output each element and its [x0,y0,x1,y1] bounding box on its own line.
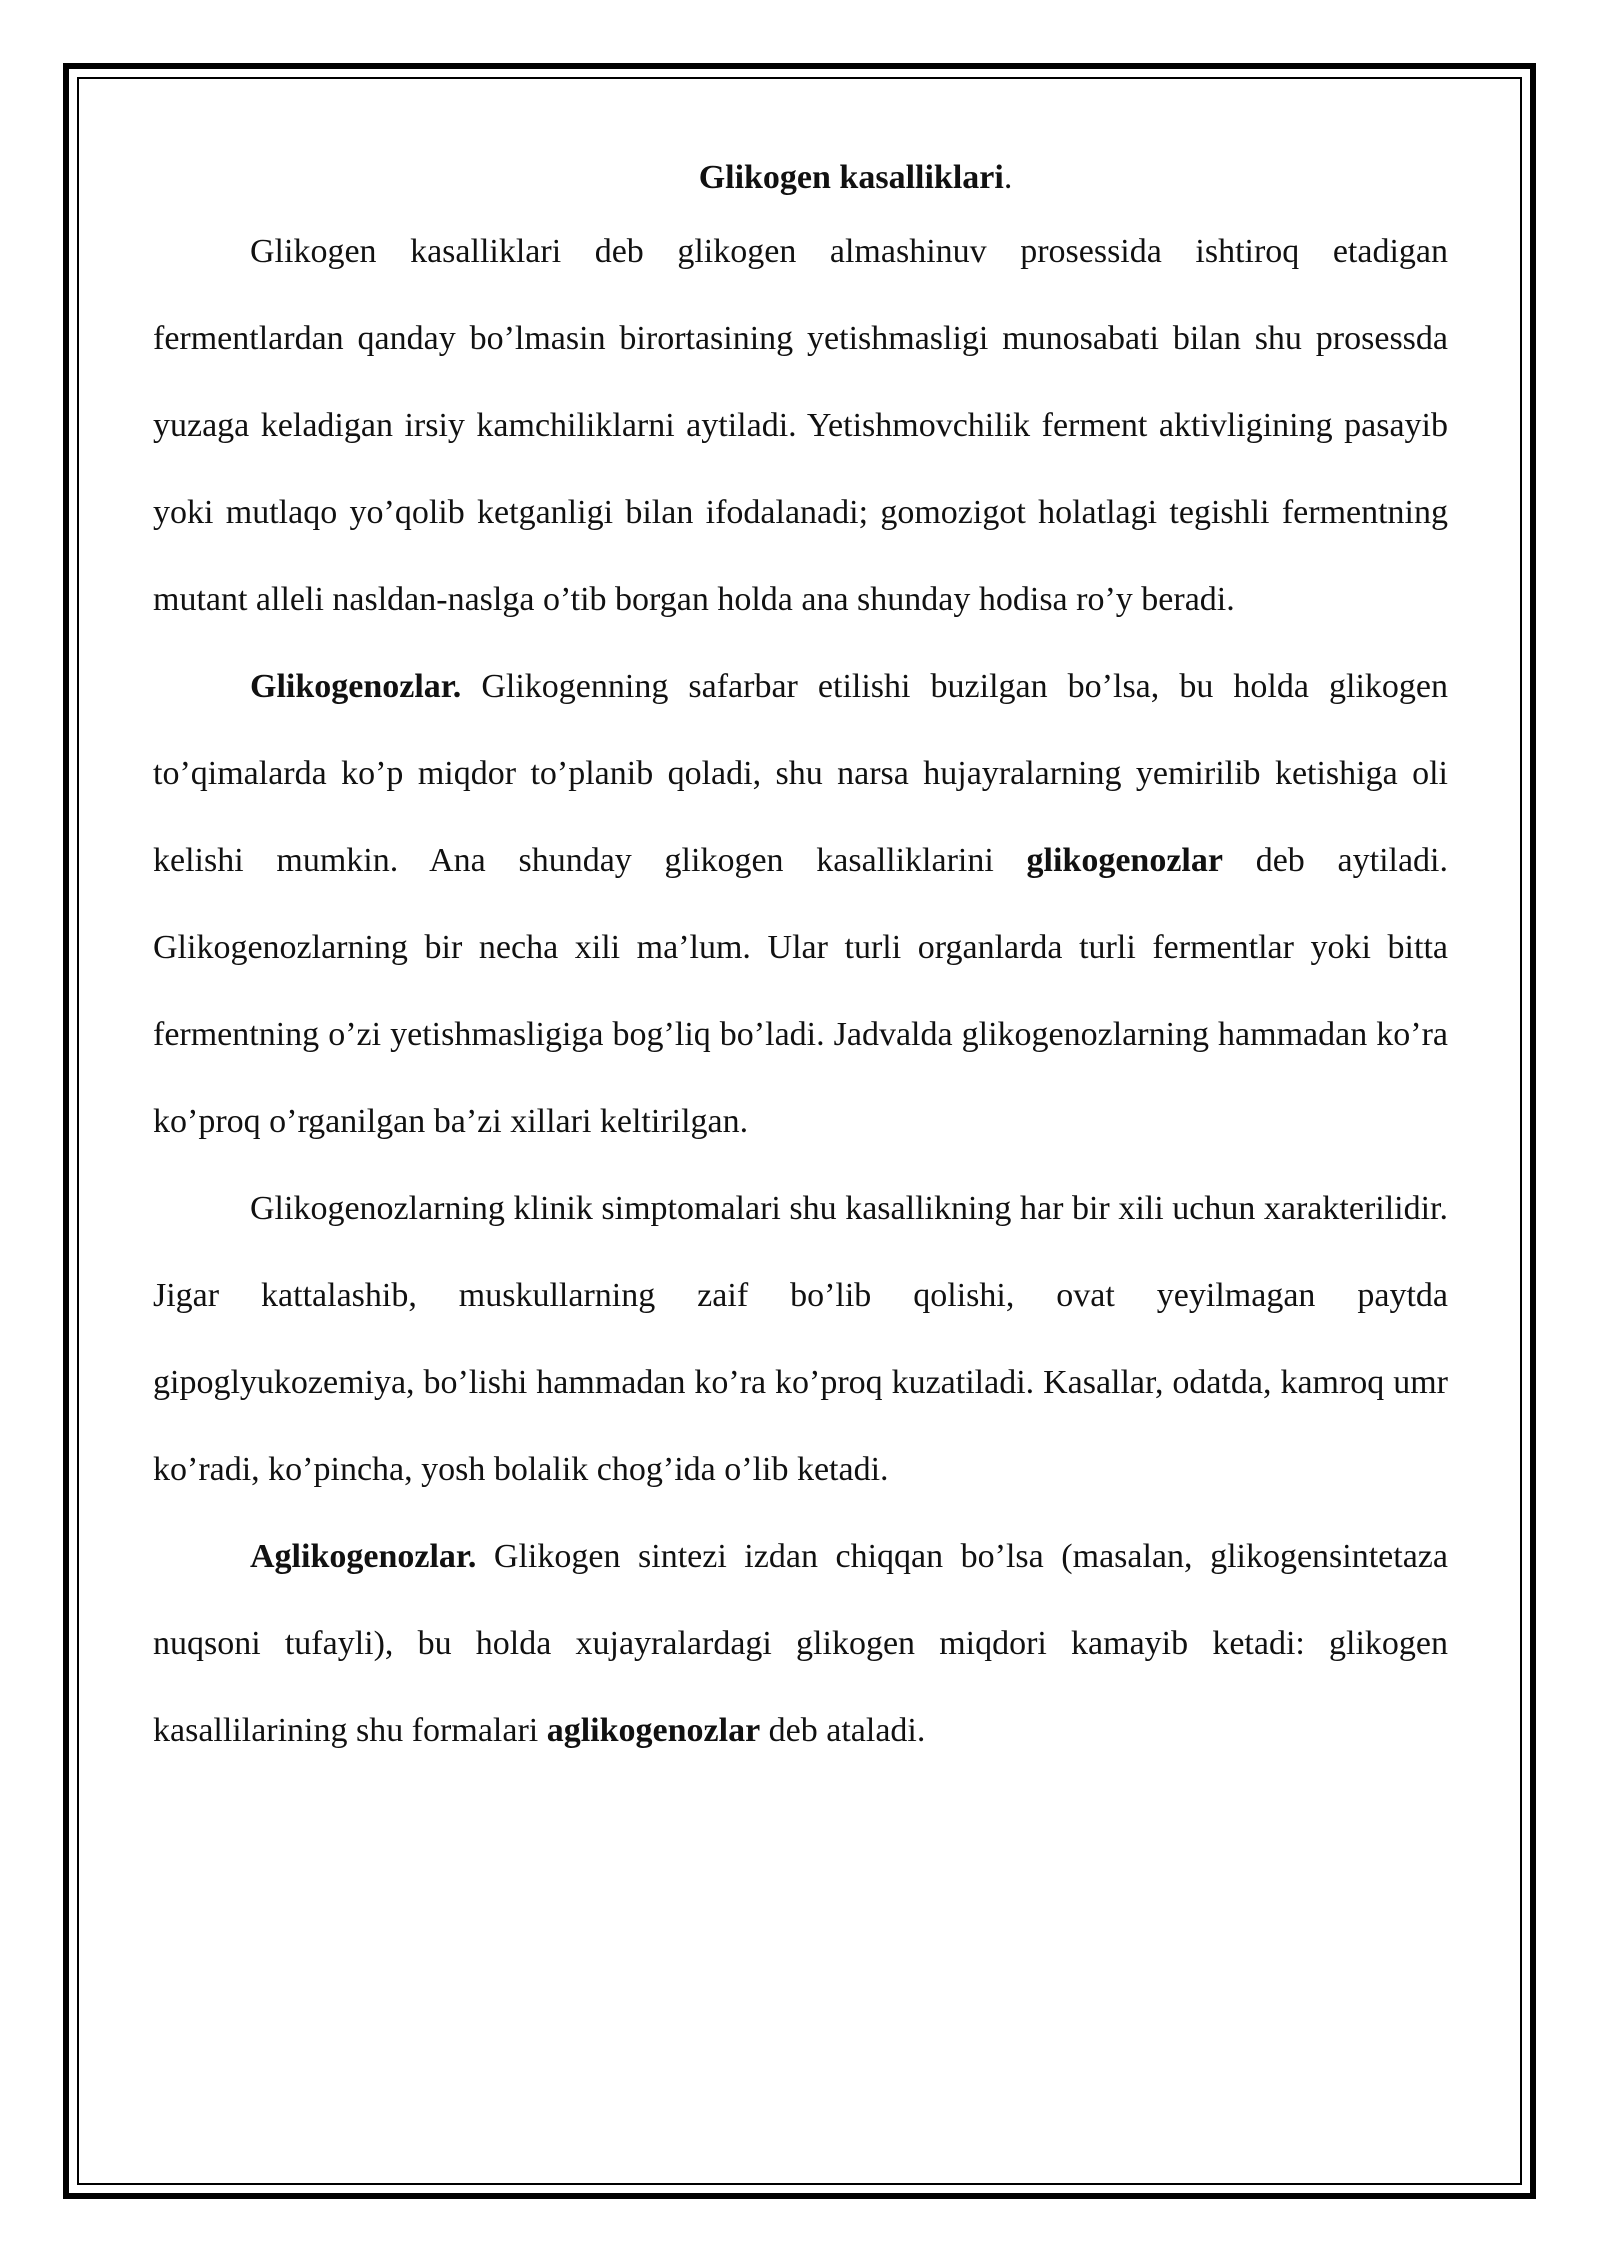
paragraph-2 [153,643,1448,1165]
paragraph-3-text: Glikogenozlarning klinik simptomalari shu kasallikning har bir xili uchun xarakterilidir. Jigar kattalashib, muskullarning zaif bo’lib qolishi, ovat yeyilmagan paytda gipoglyukozemiya, bo’lishi hammadan ko’ra ko’proq kuzatiladi. Kasallar, odatda, kamroq umr ko’radi, ko’pincha, yosh bolalik chog’ida o’lib ketadi. [153,1190,1448,1488]
paragraph-4-term: aglikogenozlar [546,1712,761,1749]
paragraph-3 [153,1165,1448,1513]
paragraph-4-lead: Aglikogenozlar. [250,1538,477,1575]
paragraph-1 [153,208,1448,643]
document-body [153,148,1448,1774]
paragraph-2-text-after: deb aytiladi. Glikogenozlarning bir necha xili ma’lum. Ular turli organlarda turli fermentlar yoki bitta fermentning o’zi yetishmasligiga bog’liq bo’ladi. Jadvalda glikogenozlarning hammadan ko’ra ko’proq o’rganilgan ba’zi xillari keltirilgan. [153,842,1449,1140]
document-title [263,148,1448,208]
paragraph-4-text-after: deb ataladi. [760,1712,926,1749]
paragraph-2-term: glikogenozlar [1026,842,1223,879]
paragraph-4-text-before: Glikogen sintezi izdan chiqqan bo’lsa (masalan, glikogensintetaza nuqsoni tufayli), bu holda xujayralardagi glikogen miqdori kamayib ketadi: glikogen kasallilarining shu formalari [153,1538,1448,1749]
paragraph-4 [153,1513,1448,1774]
paragraph-1-text: Glikogen kasalliklari deb glikogen almashinuv prosessida ishtiroq etadigan fermentlardan qanday bo’lmasin birortasining yetishmasligi munosabati bilan shu prosessda yuzaga keladigan irsiy kamchiliklarni aytiladi. Yetishmovchilik ferment aktivligining pasayib yoki mutlaqo yo’qolib ketganligi bilan ifodalanadi; gomozigot holatlagi tegishli fermentning mutant alleli nasldan-naslga o’tib borgan holda ana shunday hodisa ro’y beradi. [153,233,1448,618]
paragraph-2-text-before: Glikogenning safarbar etilishi buzilgan bo’lsa, bu holda glikogen to’qimalarda ko’p miqdor to’planib qoladi, shu narsa hujayralarning yemirilib ketishiga oli kelishi mumkin. Ana shunday glikogen kasalliklarini [153,668,1448,879]
title-heading: Glikogen kasalliklari [698,159,1004,196]
paragraph-2-lead: Glikogenozlar. [250,668,462,705]
title-trailing: . [1003,159,1013,196]
